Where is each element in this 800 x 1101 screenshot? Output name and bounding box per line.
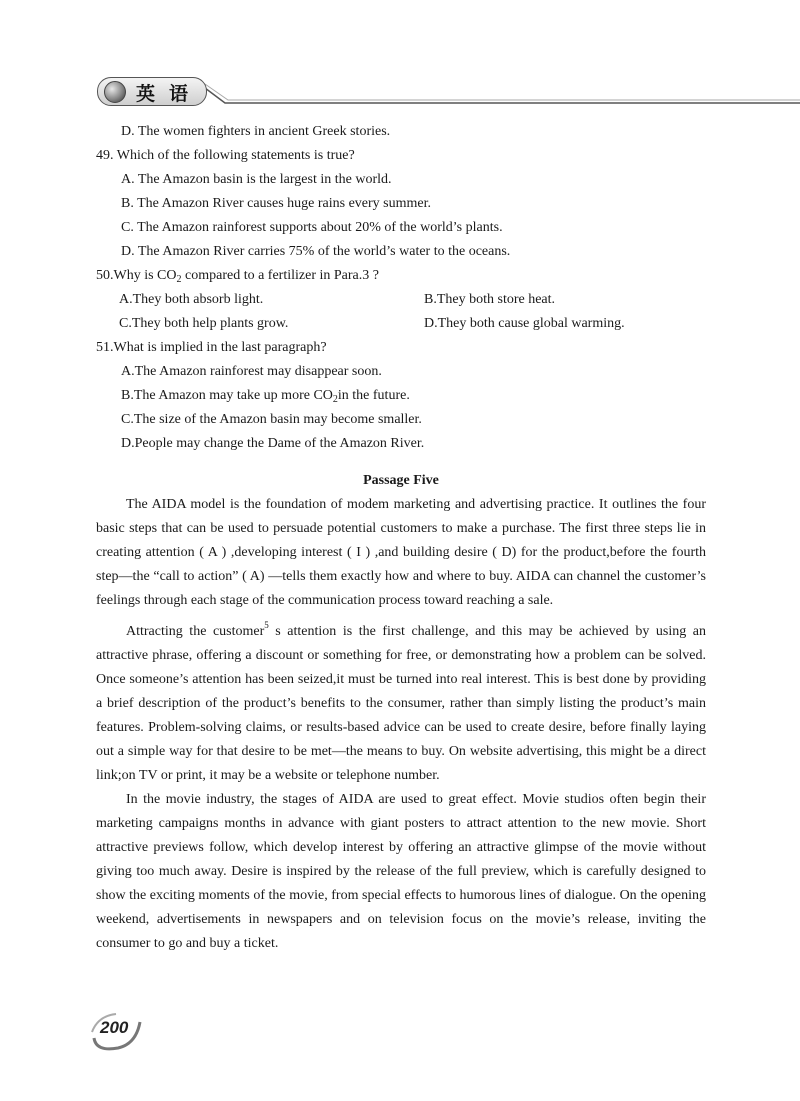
page-number: 200 (100, 1018, 129, 1037)
q51-stem: 51.What is implied in the last paragraph? (96, 340, 327, 355)
q50-option-c: C.They both help plants grow. (119, 316, 289, 331)
q50-option-a: A.They both absorb light. (119, 292, 264, 307)
q51-option-d: D.People may change the Dame of the Amazon River. (121, 436, 425, 451)
page-header (0, 0, 800, 120)
q51-option-b (96, 384, 706, 408)
p2-text: Attracting the customer (126, 624, 265, 639)
q50-option-b: B.They both store heat. (424, 292, 556, 307)
q49-option-c: C. The Amazon rainforest supports about 20% of the world’s plants. (121, 220, 503, 235)
q48-option-d: D. The women fighters in ancient Greek stories. (121, 124, 391, 139)
q50-options-row2 (96, 312, 706, 336)
passage-paragraph-2 (96, 613, 706, 788)
q51-option-a: A.The Amazon rainforest may disappear soon. (121, 364, 382, 379)
passage-title: Passage Five (363, 473, 439, 488)
q50-option-d: D.They both cause global warming. (424, 316, 625, 331)
q50-options-row1 (96, 288, 706, 312)
q51-option-c: C.The size of the Amazon basin may become smaller. (121, 412, 422, 427)
q51-option-b-text: B.The Amazon may take up more CO (121, 388, 333, 403)
q49-option-b: B. The Amazon River causes huge rains every summer. (121, 196, 431, 211)
page-content (96, 120, 706, 956)
passage-paragraph-3: In the movie industry, the stages of AIDA are used to great effect. Movie studios often begin their marketing campaigns months in advance with giant posters to attract attention to the new movie. Short attractive previews follow, which develop interest by offering an attractive glimpse of the movie without giving too much away. Desire is inspired by the release of the full preview, which is carefully designed to show the exciting moments of the movie, from special effects to humorous lines of dialogue. On the opening weekend, advertisements in newspapers and on television focus on the movie’s release, inviting the consumer to go and buy a ticket. (96, 792, 706, 951)
q49-option-d: D. The Amazon River carries 75% of the world’s water to the oceans. (121, 244, 511, 259)
p2-text-rest: s attention is the first challenge, and this may be achieved by using an attractive phrase, offering a discount or something for free, or demonstrating how a problem can be solved. Once someone’s attention has been seized,it must be turned into real interest. This is best done by providing a brief description of the product’s benefits to the consumer, rather than simply listing the product’s main features. Problem-solving claims, or results-based advice can be used to create desire, before finally laying out a simple way for that desire to be met—the means to buy. On website advertising, this might be a direct link;on TV or print, it may be a website or telephone number. (96, 624, 706, 783)
q49-stem: 49. Which of the following statements is true? (96, 148, 355, 163)
bullet-icon (104, 81, 126, 103)
q50-stem (96, 264, 706, 288)
q51-option-b-rest: in the future. (337, 388, 410, 403)
q50-stem-rest: compared to a fertilizer in Para.3 ? (181, 268, 379, 283)
q51-subscript: 2 (332, 394, 338, 405)
q49-option-a: A. The Amazon basin is the largest in the world. (121, 172, 392, 187)
passage-paragraph-1: The AIDA model is the foundation of modem marketing and advertising practice. It outlines the four basic steps that can be used to persuade potential customers to make a purchase. The first three steps lie in creating attention ( A ) ,developing interest ( I ) ,and building desire ( D) for the product,before the fourth step—the “call to action” ( A) —tells them exactly how and where to buy. AIDA can channel the customer’s feelings through each stage of the communication process toward reaching a sale. (96, 497, 706, 608)
subject-label: 英语 (136, 83, 203, 105)
p2-superscript: 5 (264, 620, 269, 630)
q50-subscript: 2 (176, 274, 182, 285)
q50-stem-text: 50.Why is CO (96, 268, 177, 283)
